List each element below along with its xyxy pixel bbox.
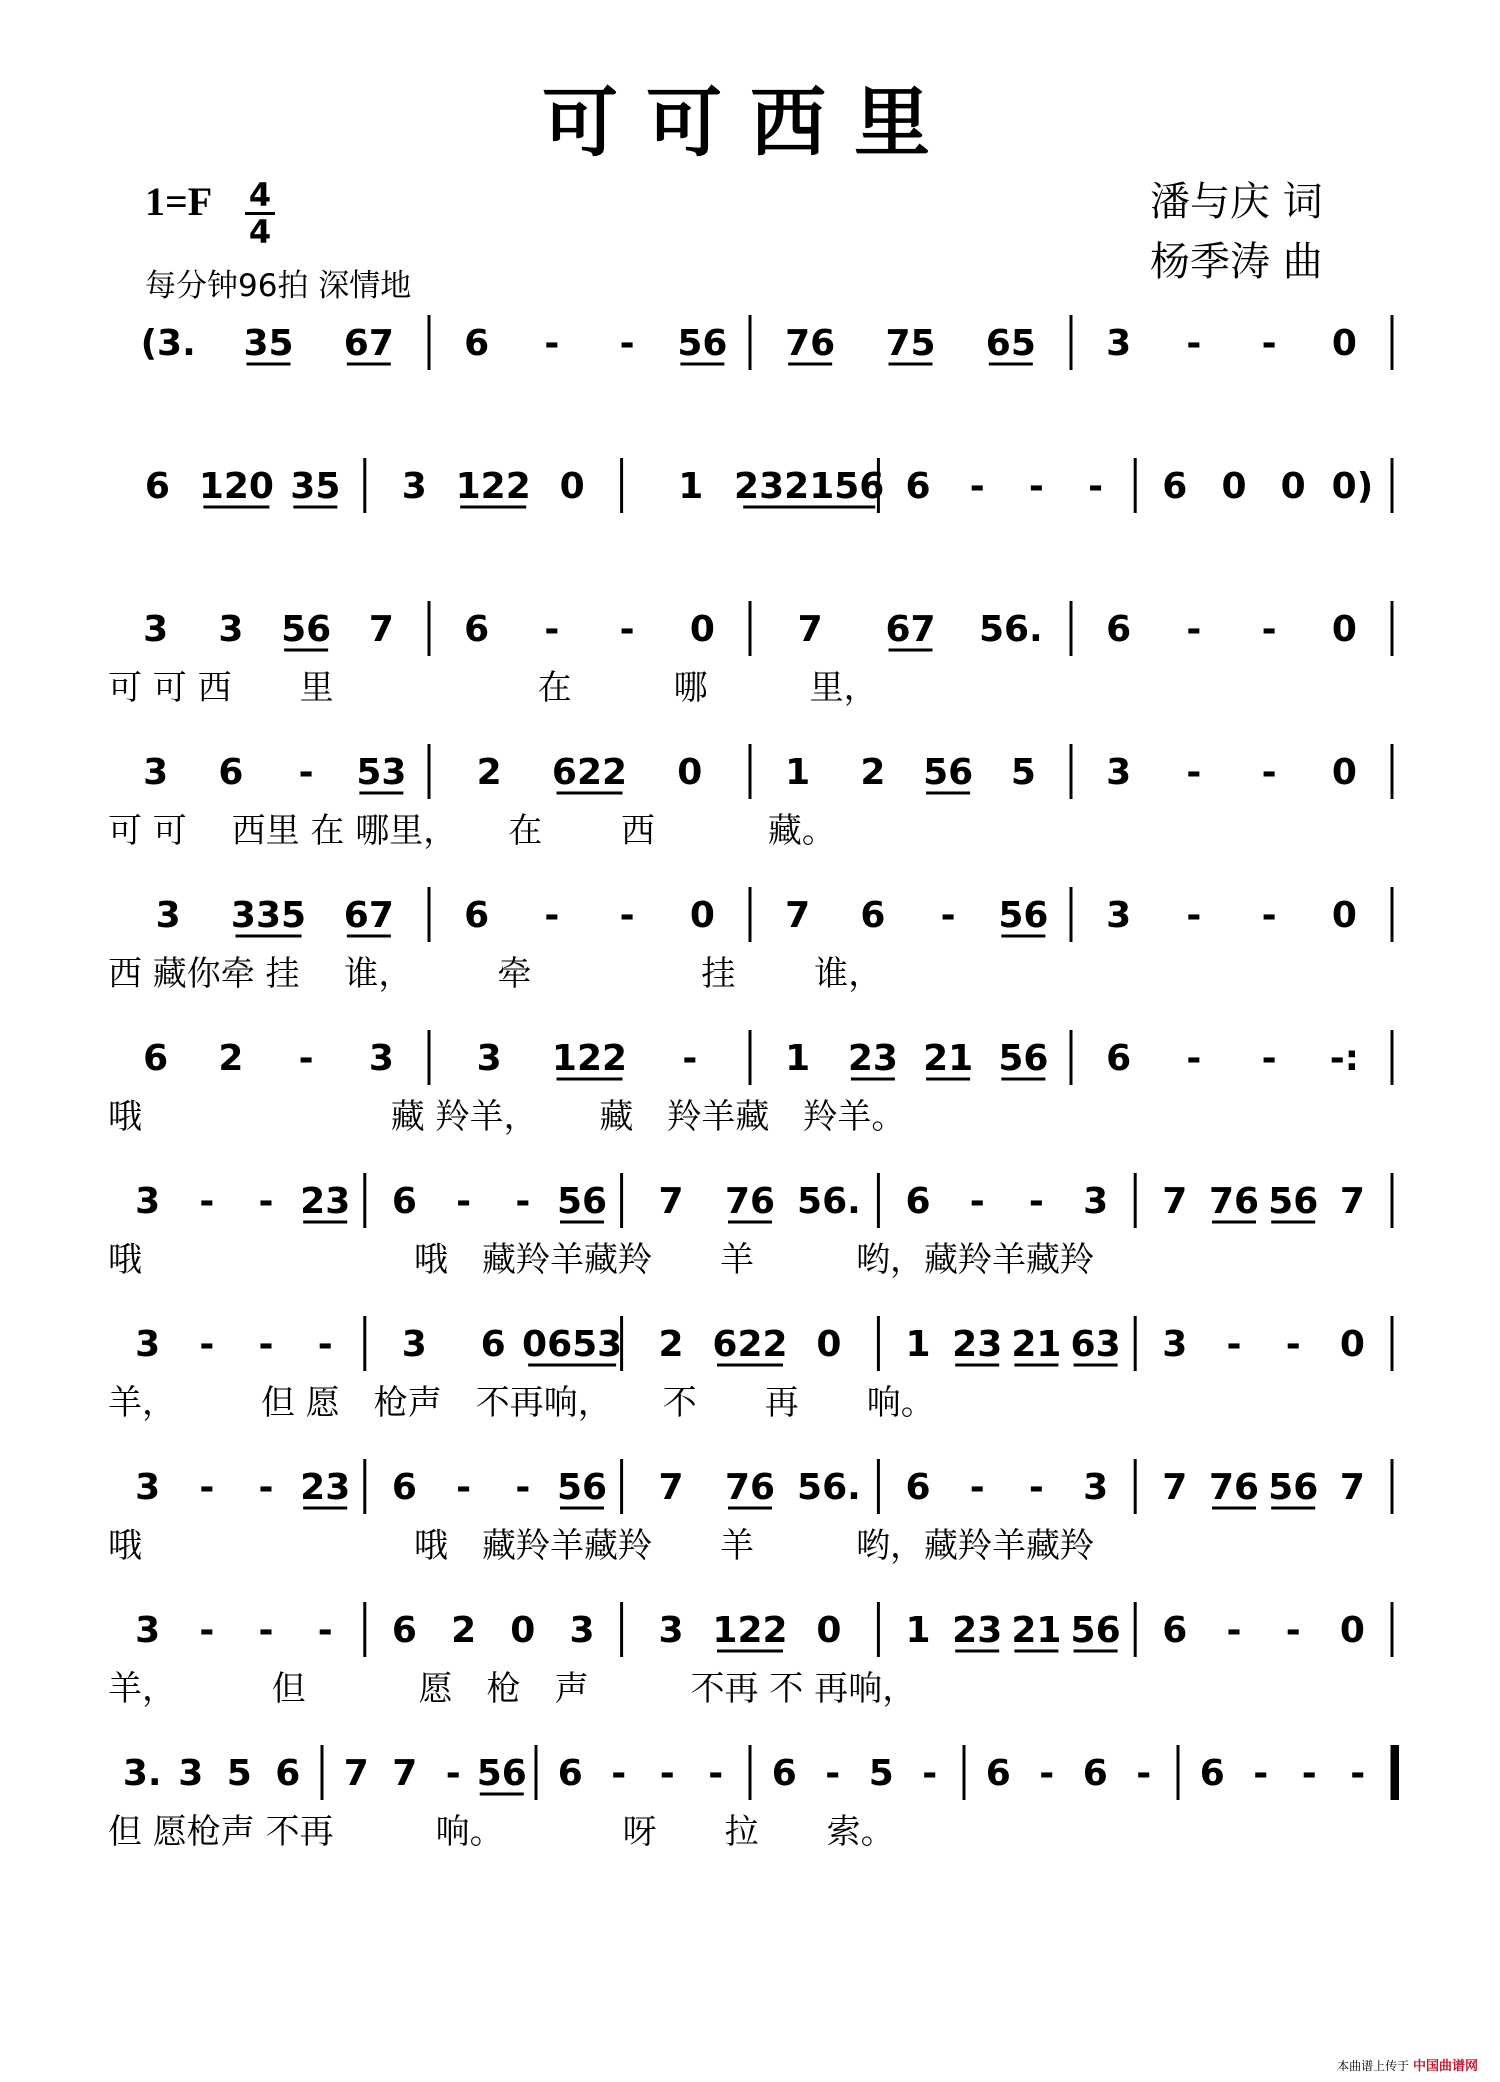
note-token: 6 bbox=[985, 1753, 1011, 1794]
note-token: 35 bbox=[243, 323, 294, 364]
note-token: 56. bbox=[797, 1181, 861, 1222]
note-token: 56 bbox=[476, 1753, 527, 1794]
note-token: 3 bbox=[401, 1324, 427, 1365]
note-token: 6 bbox=[771, 1753, 797, 1794]
note-token: 76 bbox=[1208, 1467, 1260, 1508]
note-token: 3. bbox=[122, 1753, 162, 1794]
note-token: - bbox=[1226, 1324, 1242, 1365]
note-token: 67 bbox=[885, 609, 936, 650]
note-token: 56. bbox=[797, 1467, 861, 1508]
note-token: 0 bbox=[689, 895, 715, 936]
note-token: 7 bbox=[1162, 1467, 1188, 1508]
lyrics-line: 可 可 西里 在 哪里， 在 西 藏。 bbox=[108, 811, 836, 851]
note-token: - bbox=[456, 1181, 472, 1222]
note-token: 2 bbox=[218, 1038, 244, 1079]
note-token: - bbox=[1186, 752, 1202, 793]
note-token: 56. bbox=[978, 609, 1043, 650]
note-token: 3 bbox=[143, 752, 169, 793]
note-token: 0 bbox=[689, 609, 715, 650]
note-token: 56 bbox=[1268, 1467, 1319, 1508]
note-token: 1 bbox=[905, 1324, 931, 1365]
note-token: - bbox=[1186, 609, 1202, 650]
note-token: - bbox=[619, 323, 635, 364]
note-token: 5 bbox=[226, 1753, 252, 1794]
note-token: 23 bbox=[300, 1467, 351, 1508]
time-signature-bottom: 4 bbox=[248, 213, 272, 251]
note-token: - bbox=[199, 1610, 215, 1651]
note-token: 56 bbox=[998, 1038, 1049, 1079]
lyrics-line: 但 愿枪声 不再 响。 呀 拉 索。 bbox=[108, 1812, 895, 1852]
note-token: 7 bbox=[392, 1753, 418, 1794]
note-token: 6 bbox=[905, 1181, 931, 1222]
composer-credit: 杨季涛 曲 bbox=[1150, 239, 1323, 285]
note-token: 7 bbox=[1339, 1467, 1365, 1508]
note-token: - bbox=[1028, 1467, 1044, 1508]
note-token: 56 bbox=[281, 609, 332, 650]
note-token: - bbox=[940, 895, 956, 936]
note-token: - bbox=[1350, 1753, 1366, 1794]
note-token: - bbox=[1136, 1753, 1152, 1794]
footer-text: 本曲谱上传于 bbox=[1337, 2059, 1410, 2073]
note-token: 23 bbox=[300, 1181, 351, 1222]
note-token: 6 bbox=[464, 323, 490, 364]
note-token: 0 bbox=[1339, 1324, 1365, 1365]
note-token: - bbox=[969, 1181, 985, 1222]
note-token: 76 bbox=[1208, 1181, 1260, 1222]
note-token: 2 bbox=[451, 1610, 477, 1651]
note-token: 622 bbox=[551, 752, 628, 793]
note-token: 6 bbox=[1106, 609, 1132, 650]
note-token: 56 bbox=[1268, 1181, 1319, 1222]
note-token: - bbox=[619, 895, 635, 936]
note-token: 3 bbox=[1083, 1181, 1109, 1222]
note-token: 335 bbox=[230, 895, 307, 936]
tempo-marking: 每分钟96拍 深情地 bbox=[145, 268, 412, 304]
note-token: 3 bbox=[135, 1610, 161, 1651]
note-token: 3 bbox=[135, 1181, 161, 1222]
note-token: 0 bbox=[816, 1610, 842, 1651]
note-token: - bbox=[317, 1610, 333, 1651]
lyrics-line: 可 可 西 里 在 哪 里， bbox=[108, 668, 878, 708]
note-token: 0) bbox=[1331, 466, 1374, 507]
note-token: 0 bbox=[1331, 323, 1357, 364]
lyrics-line: 哦 藏 羚羊， 藏 羚羊藏 羚羊。 bbox=[108, 1097, 906, 1137]
note-token: - bbox=[1253, 1753, 1269, 1794]
note-token: - bbox=[199, 1324, 215, 1365]
note-token: 3 bbox=[401, 466, 427, 507]
song-title: 可可西里 bbox=[542, 78, 958, 167]
note-token: 56 bbox=[677, 323, 728, 364]
note-token: 6 bbox=[1082, 1753, 1108, 1794]
note-token: 7 bbox=[368, 609, 394, 650]
lyrics-line: 羊， 但 愿 枪声 不再响， 不 再 响。 bbox=[108, 1383, 935, 1423]
note-token: 0 bbox=[677, 752, 703, 793]
note-token: 21 bbox=[1011, 1324, 1062, 1365]
note-token: - bbox=[1039, 1753, 1055, 1794]
note-token: 5 bbox=[1010, 752, 1036, 793]
note-token: 3 bbox=[143, 609, 169, 650]
note-token: - bbox=[258, 1181, 274, 1222]
note-token: - bbox=[1261, 609, 1277, 650]
note-token: - bbox=[199, 1181, 215, 1222]
note-token: - bbox=[1186, 323, 1202, 364]
note-token: 65 bbox=[985, 323, 1036, 364]
note-token: 3 bbox=[476, 1038, 502, 1079]
lyrics-line: 哦 哦 藏羚羊藏羚 羊 哟，藏羚羊藏羚 bbox=[108, 1526, 1094, 1566]
note-token: 23 bbox=[952, 1324, 1003, 1365]
note-token: - bbox=[1285, 1610, 1301, 1651]
note-token: 76 bbox=[724, 1467, 776, 1508]
note-token: - bbox=[456, 1467, 472, 1508]
note-token: 2 bbox=[658, 1324, 684, 1365]
note-token: 1 bbox=[785, 752, 811, 793]
note-token: 7 bbox=[785, 895, 811, 936]
note-token: 6 bbox=[464, 609, 490, 650]
note-token: 6 bbox=[275, 1753, 301, 1794]
lyrics-line: 羊， 但 愿 枪 声 不再 不 再响， bbox=[108, 1669, 917, 1709]
note-token: 0 bbox=[1221, 466, 1247, 507]
note-token: 7 bbox=[658, 1181, 684, 1222]
note-token: 3 bbox=[155, 895, 181, 936]
note-token: 6 bbox=[905, 466, 931, 507]
note-token: 56 bbox=[998, 895, 1049, 936]
note-token: - bbox=[258, 1324, 274, 1365]
note-token: - bbox=[298, 752, 314, 793]
note-token: - bbox=[298, 1038, 314, 1079]
note-token: 7 bbox=[1339, 1181, 1365, 1222]
note-token: 23 bbox=[952, 1610, 1003, 1651]
note-token: - bbox=[1186, 1038, 1202, 1079]
note-token: (3. bbox=[140, 323, 196, 364]
note-token: - bbox=[1261, 323, 1277, 364]
note-token: 3 bbox=[368, 1038, 394, 1079]
note-token: - bbox=[544, 609, 560, 650]
note-token: 56 bbox=[923, 752, 974, 793]
footer-brand: 中国曲谱网 bbox=[1412, 2059, 1478, 2074]
note-token: - bbox=[1186, 895, 1202, 936]
note-token: 6 bbox=[1106, 1038, 1132, 1079]
note-token: 3 bbox=[135, 1467, 161, 1508]
note-token: 122 bbox=[551, 1038, 628, 1079]
note-token: 3 bbox=[218, 609, 244, 650]
note-token: - bbox=[969, 466, 985, 507]
note-token: 56 bbox=[556, 1467, 608, 1508]
lyrics-line: 西 藏你牵 挂 谁， 牵 挂 谁， bbox=[108, 954, 883, 994]
note-token: 0 bbox=[1280, 466, 1306, 507]
note-token: 3 bbox=[1106, 895, 1132, 936]
note-token: - bbox=[199, 1467, 215, 1508]
note-token: 1 bbox=[785, 1038, 811, 1079]
note-token: 63 bbox=[1070, 1324, 1121, 1365]
note-token: 5 bbox=[868, 1753, 894, 1794]
note-token: 2 bbox=[860, 752, 886, 793]
note-token: 232156 bbox=[734, 466, 885, 507]
note-token: 3 bbox=[569, 1610, 595, 1651]
note-token: 6 bbox=[144, 466, 170, 507]
note-token: 6 bbox=[860, 895, 886, 936]
note-token: - bbox=[1226, 1610, 1242, 1651]
note-token: 6 bbox=[480, 1324, 506, 1365]
note-token: 0 bbox=[1331, 609, 1357, 650]
note-token: - bbox=[544, 895, 560, 936]
note-token: 3 bbox=[1106, 752, 1132, 793]
note-token: 3 bbox=[1162, 1324, 1188, 1365]
note-token: - bbox=[1301, 1753, 1317, 1794]
note-token: 1 bbox=[678, 466, 704, 507]
note-token: 0 bbox=[1339, 1610, 1365, 1651]
note-token: - bbox=[445, 1753, 461, 1794]
note-token: 3 bbox=[1106, 323, 1132, 364]
note-token: 3 bbox=[135, 1324, 161, 1365]
note-token: - bbox=[1028, 1181, 1044, 1222]
note-token: 3 bbox=[1083, 1467, 1109, 1508]
note-token: 120 bbox=[198, 466, 274, 507]
note-token: 0 bbox=[510, 1610, 536, 1651]
note-token: 21 bbox=[923, 1038, 974, 1079]
note-token: - bbox=[922, 1753, 938, 1794]
note-token: - bbox=[611, 1753, 627, 1794]
note-token: - bbox=[825, 1753, 841, 1794]
note-token: 6 bbox=[1162, 1610, 1188, 1651]
note-token: 35 bbox=[290, 466, 341, 507]
note-token: 0 bbox=[1331, 895, 1357, 936]
note-token: 56 bbox=[1070, 1610, 1121, 1651]
note-token: 6 bbox=[391, 1610, 417, 1651]
note-token: 1 bbox=[905, 1610, 931, 1651]
note-token: 75 bbox=[885, 323, 936, 364]
lyricist-credit: 潘与庆 词 bbox=[1150, 179, 1323, 225]
note-token: - bbox=[659, 1753, 675, 1794]
note-token: - bbox=[258, 1467, 274, 1508]
note-token: - bbox=[708, 1753, 724, 1794]
key-text: 1=F bbox=[145, 179, 213, 224]
note-token: - bbox=[515, 1467, 531, 1508]
note-token: - bbox=[1088, 466, 1104, 507]
note-token: 2 bbox=[476, 752, 502, 793]
note-token: - bbox=[1261, 1038, 1277, 1079]
note-token: 6 bbox=[905, 1467, 931, 1508]
note-token: 76 bbox=[785, 323, 836, 364]
note-token: - bbox=[515, 1181, 531, 1222]
note-token: - bbox=[969, 1467, 985, 1508]
note-token: 122 bbox=[712, 1610, 788, 1651]
note-token: 56 bbox=[556, 1181, 608, 1222]
time-signature-top: 4 bbox=[245, 178, 275, 215]
note-token: - bbox=[317, 1324, 333, 1365]
note-token: 6 bbox=[464, 895, 490, 936]
note-token: 0 bbox=[1331, 752, 1357, 793]
note-token: 622 bbox=[712, 1324, 788, 1365]
note-token: 67 bbox=[343, 323, 394, 364]
note-token: 6 bbox=[1162, 466, 1188, 507]
note-token: 6 bbox=[218, 752, 244, 793]
note-token: - bbox=[682, 1038, 698, 1079]
note-token: 6 bbox=[557, 1753, 583, 1794]
note-token: 6 bbox=[1199, 1753, 1225, 1794]
note-token: 0 bbox=[559, 466, 585, 507]
note-token: 23 bbox=[847, 1038, 898, 1079]
note-token: 3 bbox=[178, 1753, 204, 1794]
note-token: 53 bbox=[356, 752, 407, 793]
note-token: - bbox=[619, 609, 635, 650]
lyrics-line: 哦 哦 藏羚羊藏羚 羊 哟，藏羚羊藏羚 bbox=[108, 1240, 1094, 1280]
note-token: 6 bbox=[391, 1181, 417, 1222]
note-token: -: bbox=[1329, 1038, 1360, 1079]
note-token: 7 bbox=[1162, 1181, 1188, 1222]
note-token: 7 bbox=[797, 609, 823, 650]
note-token: 6 bbox=[143, 1038, 169, 1079]
note-token: 7 bbox=[658, 1467, 684, 1508]
footer-note bbox=[1337, 2055, 1478, 2074]
note-token: - bbox=[1285, 1324, 1301, 1365]
note-token: 76 bbox=[724, 1181, 776, 1222]
note-token: 122 bbox=[455, 466, 531, 507]
note-token: - bbox=[544, 323, 560, 364]
note-token: 0653 bbox=[522, 1324, 623, 1365]
note-token: - bbox=[258, 1610, 274, 1651]
note-token: - bbox=[1028, 466, 1044, 507]
note-token: 3 bbox=[658, 1610, 684, 1651]
note-token: 6 bbox=[391, 1467, 417, 1508]
note-token: 7 bbox=[343, 1753, 369, 1794]
note-token: 67 bbox=[343, 895, 394, 936]
note-token: - bbox=[1261, 895, 1277, 936]
note-token: - bbox=[1261, 752, 1277, 793]
note-token: 0 bbox=[816, 1324, 842, 1365]
note-token: 21 bbox=[1011, 1610, 1062, 1651]
